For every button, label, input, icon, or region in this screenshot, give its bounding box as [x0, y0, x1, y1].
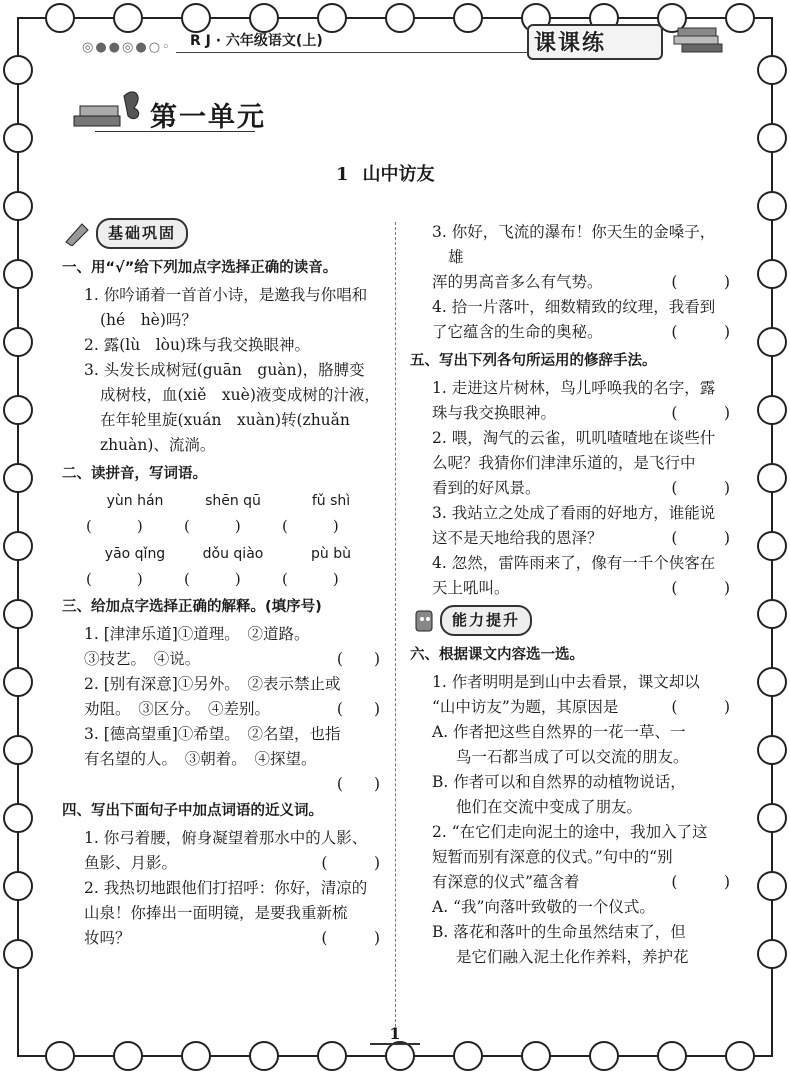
- s6-line: [410, 695, 730, 720]
- s6-line: [410, 870, 730, 895]
- s5-line: 1. 走进这片树林，鸟儿呼唤我的名字，露: [432, 379, 716, 397]
- s3-line: [62, 697, 380, 722]
- s3-line: 3. [德高望重]①希望。 ②名望，也指: [84, 725, 341, 743]
- s5-line-text: 看到的好风景。: [432, 479, 541, 497]
- answer-blank[interactable]: ( ): [671, 404, 730, 422]
- section-3-heading: 三、给加点字选择正确的解释。(填序号): [62, 599, 322, 615]
- answer-row-1: [86, 514, 380, 539]
- answer-blank[interactable]: ( ): [282, 570, 339, 588]
- s6-line: 1. 作者明明是到山中去看景，课文却以: [432, 673, 700, 691]
- s6-option-cont: 是它们融入泥土化作养料，养护花: [456, 948, 689, 966]
- lesson-title: [336, 160, 435, 186]
- answer-blank[interactable]: ( ): [321, 854, 380, 872]
- right-column: [410, 220, 730, 970]
- s3-line: 有名望的人。 ③朝着。 ④探望。: [84, 750, 317, 768]
- s5-line: [410, 576, 730, 601]
- s5-line: [410, 476, 730, 501]
- character-icon: [410, 607, 440, 633]
- answer-blank[interactable]: ( ): [86, 570, 143, 588]
- s5-line: 么呢？我猜你们津津乐道的，是飞行中: [432, 454, 696, 472]
- s5-line: 4. 忽然，雷阵雨来了，像有一千个侠客在: [432, 554, 716, 572]
- s4-line: 1. 你弓着腰，俯身凝望着那水中的人影、: [84, 829, 368, 847]
- s6-line-text: 有深意的仪式”蕴含着: [432, 873, 580, 891]
- s4-line: [62, 926, 380, 951]
- answer-blank[interactable]: ( ): [336, 775, 380, 793]
- section-6-heading: 六、根据课文内容选一选。: [410, 647, 584, 663]
- answer-blank[interactable]: ( ): [282, 517, 339, 535]
- s5-line: 3. 我站立之处成了看雨的好地方，谁能说: [432, 504, 716, 522]
- section-5-heading: 五、写出下列各句所运用的修辞手法。: [410, 353, 657, 369]
- s4-line-text: 妆吗？: [84, 929, 131, 947]
- answer-blank[interactable]: ( ): [671, 529, 730, 547]
- unit-underline: [95, 131, 255, 132]
- page-number: 1: [370, 1024, 420, 1045]
- s6-option: A. “我”向落叶致敬的一个仪式。: [432, 898, 655, 916]
- pinyin: fǔ shì: [311, 493, 351, 509]
- s5-line-text: 天上吼叫。: [432, 579, 510, 597]
- s4b-line: [410, 320, 730, 345]
- left-column: [62, 220, 380, 951]
- pencil-icon: [62, 220, 96, 246]
- s4-line-text: 鱼影、月影。: [84, 854, 178, 872]
- s3-line: 1. [津津乐道]①道理。 ②道路。: [84, 625, 310, 643]
- s5-line: 2. 喂，淘气的云雀，叽叽喳喳地在谈些什: [432, 429, 716, 447]
- s4b-line: 4. 拾一片落叶，细数精致的纹理，我看到: [432, 298, 716, 316]
- answer-blank[interactable]: ( ): [671, 479, 730, 497]
- header-dots: ◎●●◎●○◦: [82, 40, 172, 55]
- answer-blank[interactable]: ( ): [184, 517, 241, 535]
- unit-title: 第一单元: [150, 102, 266, 133]
- answer-blank[interactable]: ( ): [671, 873, 730, 891]
- badge-basic-label: 基础巩固: [96, 218, 188, 249]
- lesson-number: 1: [336, 164, 349, 185]
- s3-line: [62, 772, 380, 797]
- pinyin: yùn hán: [106, 493, 164, 509]
- pinyin: dǒu qiào: [202, 546, 264, 562]
- section-2-heading: 二、读拼音，写词语。: [62, 466, 207, 482]
- section-4-heading: 四、写出下面句子中加点词语的近义词。: [62, 803, 323, 819]
- books-icon: [668, 14, 728, 58]
- answer-blank[interactable]: ( ): [336, 700, 380, 718]
- s4b-line-text: 了它蕴含的生命的奥秘。: [432, 323, 603, 341]
- s3-line-text: ③技艺。 ④说。: [84, 650, 201, 668]
- badge-basic: [62, 220, 188, 246]
- s6-line-text: “山中访友”为题，其原因是: [432, 698, 619, 716]
- pinyin: yāo qǐng: [104, 546, 166, 562]
- pinyin: shēn qū: [205, 493, 261, 509]
- answer-blank[interactable]: ( ): [671, 579, 730, 597]
- s4-line: 2. 我热切地跟他们打招呼：你好，清凉的: [84, 879, 368, 897]
- header-rule: [176, 52, 536, 53]
- s5-line: [410, 401, 730, 426]
- pinyin-row-2: [86, 542, 380, 567]
- s6-option: B. 作者可以和自然界的动植物说话，: [432, 773, 686, 791]
- brand-title: 课课练: [534, 31, 607, 56]
- s1-item-1: 1. 你吟诵着一首首小诗，是邀我与你唱和(hé hè)吗？: [84, 286, 368, 329]
- s4-line: [62, 851, 380, 876]
- s6-option: A. 作者把这些自然界的一花一草、一: [432, 723, 686, 741]
- badge-advanced: [410, 607, 532, 633]
- answer-blank[interactable]: ( ): [321, 929, 380, 947]
- badge-advanced-label: 能力提升: [440, 605, 532, 636]
- s6-line: 短暂而别有深意的仪式。”句中的“别: [432, 848, 673, 866]
- s1-item-2: 2. 露(lù lòu)珠与我交换眼神。: [84, 336, 311, 354]
- column-divider: [395, 222, 396, 1027]
- pinyin: pù bù: [311, 546, 351, 562]
- s4b-line: [410, 270, 730, 295]
- s3-line: 2. [别有深意]①另外。 ②表示禁止或: [84, 675, 341, 693]
- s4-line: 山泉！你捧出一面明镜，是要我重新梳: [84, 904, 348, 922]
- s6-line: 2. “在它们走向泥土的途中，我加入了这: [432, 823, 708, 841]
- pinyin-row-1: [86, 489, 380, 514]
- answer-blank[interactable]: ( ): [184, 570, 241, 588]
- s4b-line-text: 浑的男高音多么有气势。: [432, 273, 603, 291]
- s5-line-text: 珠与我交换眼神。: [432, 404, 557, 422]
- answer-blank[interactable]: ( ): [671, 323, 730, 341]
- s3-line-text: 劝阻。 ③区分。 ④差别。: [84, 700, 271, 718]
- lesson-name: 山中访友: [362, 164, 435, 185]
- section-1-heading: 一、用“√”给下列加点字选择正确的读音。: [62, 260, 338, 276]
- s6-option: B. 落花和落叶的生命虽然结束了，但: [432, 923, 686, 941]
- answer-blank[interactable]: ( ): [671, 273, 730, 291]
- header-subject: R J · 六年级语文(上): [190, 33, 323, 49]
- answer-blank[interactable]: ( ): [671, 698, 730, 716]
- s4b-line: 3. 你好，飞流的瀑布！你天生的金嗓子，雄: [432, 223, 716, 266]
- answer-blank[interactable]: ( ): [336, 650, 380, 668]
- s1-item-3: 3. 头发长成树冠(guān guàn)，胳膊变成树枝，血(xiě xuè)液变成树的汁液，在年轮里旋(xuán xuàn)转(zhuǎn zhuàn)、流淌。: [84, 361, 380, 454]
- s3-line: [62, 647, 380, 672]
- answer-row-2: [86, 567, 380, 592]
- s5-line-text: 这不是天地给我的恩泽？: [432, 529, 603, 547]
- s6-option-cont: 他们在交流中变成了朋友。: [456, 798, 643, 816]
- s5-line: [410, 526, 730, 551]
- s6-option-cont: 鸟一石都当成了可以交流的朋友。: [456, 748, 689, 766]
- answer-blank[interactable]: ( ): [86, 517, 143, 535]
